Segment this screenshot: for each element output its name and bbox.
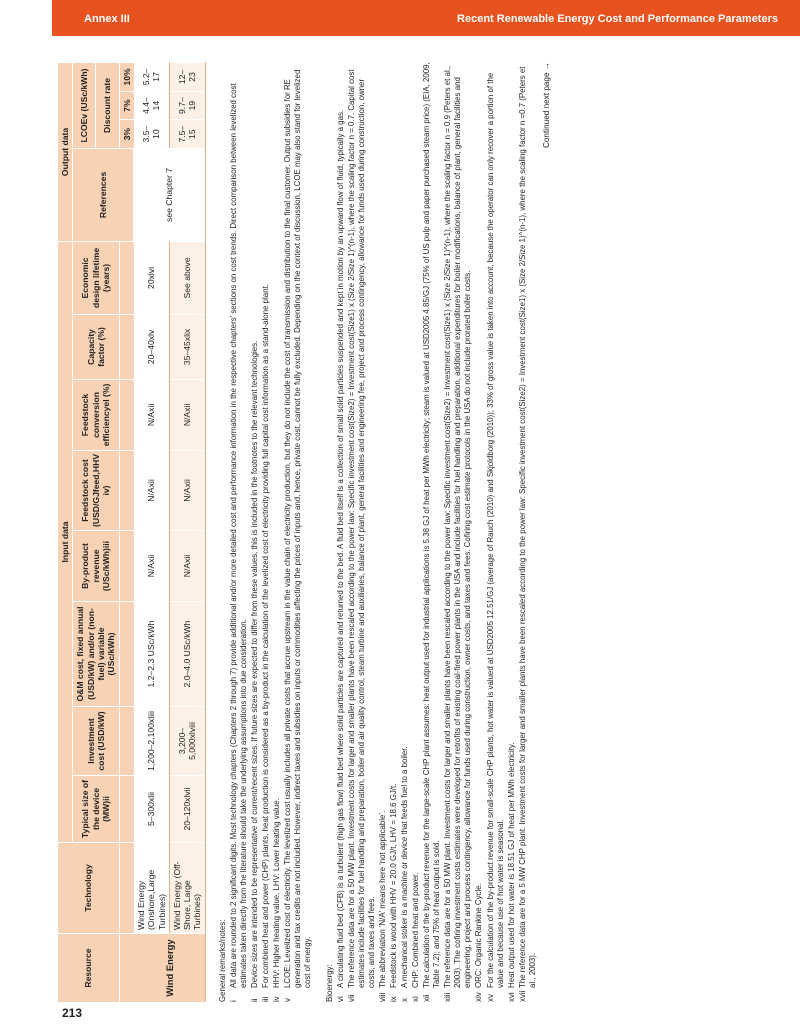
technology-cell: Wind Energy (Onshore,Large Turbines)	[134, 843, 169, 934]
footnote-text: HHV: Higher heating value. LHV: Lower heating value.	[271, 798, 281, 988]
footnote-number: xv	[485, 994, 495, 1002]
footnote-item	[486, 62, 506, 1002]
footnote-number: iii	[260, 996, 270, 1002]
footnote-text: CHP: Combined heat and power.	[411, 872, 421, 988]
footnote-number: viii	[378, 992, 388, 1002]
feedstock-eff-cell: N/Axii	[169, 379, 205, 450]
footnote-item	[283, 62, 313, 1002]
col-dr-10: 10%	[119, 63, 134, 92]
size-cell: 5–300xlii	[134, 776, 169, 843]
footnote-number: iv	[271, 996, 281, 1002]
om-cell: 1.2–2.3 USc/kWh	[134, 602, 169, 707]
footnote-item	[518, 62, 538, 1002]
resource-cell: Wind Energy	[134, 934, 205, 1003]
feedstock-eff-cell: N/Axii	[134, 379, 169, 450]
footnote-text: The abbreviation 'N/A' means here 'not applicable'.	[378, 810, 388, 988]
col-size: Typical size of the device (MW)ii	[73, 776, 119, 843]
col-resource: Resource	[58, 934, 119, 1003]
footnote-text: For combined heat and power (CHP) plants, heat production is considered as a by-product in the calculation of the levelized cost of electricity providing full capital cost information as a stand-alone plant.	[260, 284, 270, 988]
capacity-cell: 35–45xlix	[169, 314, 205, 379]
technology-cell: Wind Energy (Off-Shore, Large Turbines)	[169, 843, 205, 934]
col-lcoe: LCOEv (USc/kWh)	[73, 63, 96, 149]
feedstock-cost-cell: N/Axii	[134, 450, 169, 530]
col-feedstock-cost: Feedstock cost (USD/GJfeed,HHV iv)	[73, 450, 119, 530]
footnote-number: i	[228, 1000, 238, 1002]
footnote-text: LCOE: Levelized cost of electricity. The levelized cost usually includes all private costs that accrue upstream in the value chain of electricity production, but they do not include the cost of transmission and distribution to the final customer. Output subsidies for RE generation and tax credits are not included. However, indirect taxes and subsidies on inputs or commodities affecting the prices of inputs and, hence, private cost, cannot be fully excluded. Depending on the context of discussion, LCOE may also stand for levelized cost of energy.	[282, 69, 312, 988]
footnote-item	[474, 62, 484, 1002]
footnote-item	[336, 62, 346, 1002]
footnote-number: vi	[336, 996, 346, 1002]
footnote-text: Heat output used for hot water is 18.51 GJ of heat per MWh electricity.	[506, 742, 516, 988]
bioenergy-heading: Bioenergy:	[325, 964, 335, 1002]
page-header	[52, 0, 800, 36]
continued-next-page: Continued next page →	[541, 62, 551, 149]
col-byproduct: By-product revenue (USc/kWh)iii	[73, 531, 119, 602]
footnote-text: The reference data are for a 50 MW plant. Investment costs for larger and smaller plants have been rescaled according to the power law: Specific investment cost(Size2) = Investment cost(Size1) x (Size 2/Size 1)^(n-1), where the scaling factor n = 0.7. Capital cost estimates include facilities for fuel handling and preparation, boiler and air quality control, steam turbine and auxiliaries, balance of plant, general facilities and engineering fee, project and process contingency, allowance for funds used during construction, owner costs, and taxes and fees.	[347, 69, 377, 988]
footnote-number: x	[400, 998, 410, 1002]
group-input-data: Input data	[58, 241, 73, 842]
byproduct-cell: N/Axii	[134, 531, 169, 602]
table-row	[134, 63, 169, 1003]
footnote-item	[443, 62, 473, 1002]
col-dr-3: 3%	[119, 120, 134, 149]
feedstock-cost-cell: N/Axii	[169, 450, 205, 530]
cost-table	[58, 62, 206, 1002]
lifetime-cell: 20xlvi	[134, 241, 169, 314]
page-number: 213	[62, 1006, 83, 1020]
footnote-text: A circulating fluid bed (CFB) is a turbulent (high gas flow) fluid bed where solid particles are captured and returned to the bed. A fluid bed itself is a collection of small solid particles suspended and kept in motion by an upward flow of fluid, typically a gas.	[336, 109, 346, 988]
footnote-number: xi	[411, 996, 421, 1002]
lcoe-3-cell: 3.5–10	[134, 120, 169, 149]
general-remarks-list	[229, 62, 313, 1002]
footnotes	[218, 62, 552, 1002]
footnote-item	[411, 62, 421, 1002]
footnote-text: Feedstock is wood with HHV = 20.0 GJ/t, LHV = 18.6 GJ/t.	[389, 783, 399, 988]
lifetime-cell: See above	[169, 241, 205, 314]
footnote-number: v	[282, 998, 292, 1002]
footnote-number: xii	[422, 994, 432, 1002]
lcoe-7-cell: 4.4–14	[134, 91, 169, 120]
footnote-text: For the calculation of the by-product revenue for small-scale CHP plants, hot water is valued at USD2005 12.51/GJ (average of Rauch (2010) and Skjoldborg (2010)); 33% of gross value is taken into account, because the operator can only recover a portion of the value and because use of hot water is seasonal.	[485, 72, 505, 988]
col-feedstock-efficiency: Feedstock conversion efficiencyel (%)	[73, 379, 119, 450]
col-investment: Investment cost (USD/kW)	[73, 707, 119, 776]
footnote-text: ORC: Organic Rankine Cycle.	[474, 883, 484, 988]
col-lifetime: Economic design lifetime (years)	[73, 241, 119, 314]
footnote-item	[389, 62, 399, 1002]
bioenergy-notes-list	[336, 62, 538, 1002]
footnote-item	[261, 62, 271, 1002]
footnote-number: xiv	[474, 992, 484, 1002]
footnote-text: The reference data are for a 50 MW plant. Investment costs for larger and smaller plants have been rescaled according to the power law: Specific investment cost(Size2) = Investment cost(Size1) x (Size 2/Size 1)^(n-1), where the scaling factor n = 0.9 (Peters et al., 2003). The cofiring investment costs estimates were developed for retrofits of existing coal-fired power plants in the USA and include facilities for fuel handling and preparation, additional expenditures for boiler modifications, balance of plant, general facilities and engineering, project and process contingency, allowance for funds used during construction, owner costs, and taxes and fees. Cofiring cost estimate protocols in the USA do not include prorated boiler costs.	[443, 65, 473, 988]
col-references: References	[73, 148, 134, 241]
footnote-item	[422, 62, 442, 1002]
lcoe-10-cell: 12–23	[169, 63, 205, 92]
footnote-text: The calculation of the by-product revenue for the large-scale CHP plant assumes: heat output used for industrial applications is 5.38 GJ of heat per MWh electricity; steam is valued at USD2005 4.85/GJ (75% of US pulp and paper purchased steam price) (EIA, 2009, Table 7.2); and 75% of heat output is sold.	[422, 62, 442, 988]
footnote-number: xvi	[506, 992, 516, 1002]
investment-cell: 1,200–2,100xliii	[134, 707, 169, 776]
annex-title: Recent Renewable Energy Cost and Performance Parameters	[457, 13, 778, 25]
lcoe-10-cell: 5.2–17	[134, 63, 169, 92]
footnote-number: ix	[389, 996, 399, 1002]
footnote-item	[229, 62, 249, 1002]
col-om: O&M cost, fixed annual (USD/kW) and/or (non-fuel) variable (USc/kWh)	[73, 602, 119, 707]
col-discount-rate: Discount rate	[96, 63, 119, 149]
col-technology: Technology	[58, 843, 119, 934]
lcoe-7-cell: 9.7–19	[169, 91, 205, 120]
annex-label: Annex III	[84, 13, 130, 25]
footnote-number: xvii	[517, 990, 527, 1002]
footnote-number: xiii	[443, 992, 453, 1002]
om-cell: 2.0–4.0 USc/kWh	[169, 602, 205, 707]
footnote-text: Device sizes are intended to be representative of current/recent sizes. If future sizes are expected to differ from these values, this is included in the footnotes to the relevant technologies.	[249, 340, 259, 988]
col-capacity-factor: Capacity factor (%)	[73, 314, 119, 379]
footnote-text: The reference data are for a 5 MW CHP plant. Investment costs for larger and smaller plants have been rescaled according to the power law: Specific investment cost(Size2) = Investment cost(Size1) x (Size 2/Size 1)^(n-1), where the scaling factor n =0.7 (Peters et al., 2003).	[517, 66, 537, 988]
rotated-content	[58, 62, 778, 1002]
references-cell: see Chapter 7	[134, 148, 205, 241]
footnote-text: A mechanical stoker is a machine or device that feeds fuel to a boiler.	[400, 746, 410, 988]
group-output-data: Output data	[58, 63, 73, 242]
investment-cell: 3,200–5,000xlviii	[169, 707, 205, 776]
footnote-number: vii	[347, 994, 357, 1002]
footnote-item	[400, 62, 410, 1002]
footnote-item	[378, 62, 388, 1002]
footnote-number: ii	[249, 998, 259, 1002]
capacity-cell: 20–40xlv	[134, 314, 169, 379]
size-cell: 20–120xlvii	[169, 776, 205, 843]
footnote-text: All data are rounded to 2 significant digits. Most technology chapters (Chapters 2 through 7) provide additional and/or more detailed cost and performance information in the respective chapters' sections on cost trends. Direct comparison between levelized cost estimates taken directly from the literature should take the underlying assumptions into due consideration.	[228, 83, 248, 988]
col-dr-7: 7%	[119, 91, 134, 120]
general-remarks-heading: General remarks/notes:	[217, 919, 227, 1002]
byproduct-cell: N/Axii	[169, 531, 205, 602]
footnote-item	[507, 62, 517, 1002]
footnote-item	[272, 62, 282, 1002]
footnote-item	[250, 62, 260, 1002]
footnote-item	[347, 62, 377, 1002]
lcoe-3-cell: 7.5–15	[169, 120, 205, 149]
